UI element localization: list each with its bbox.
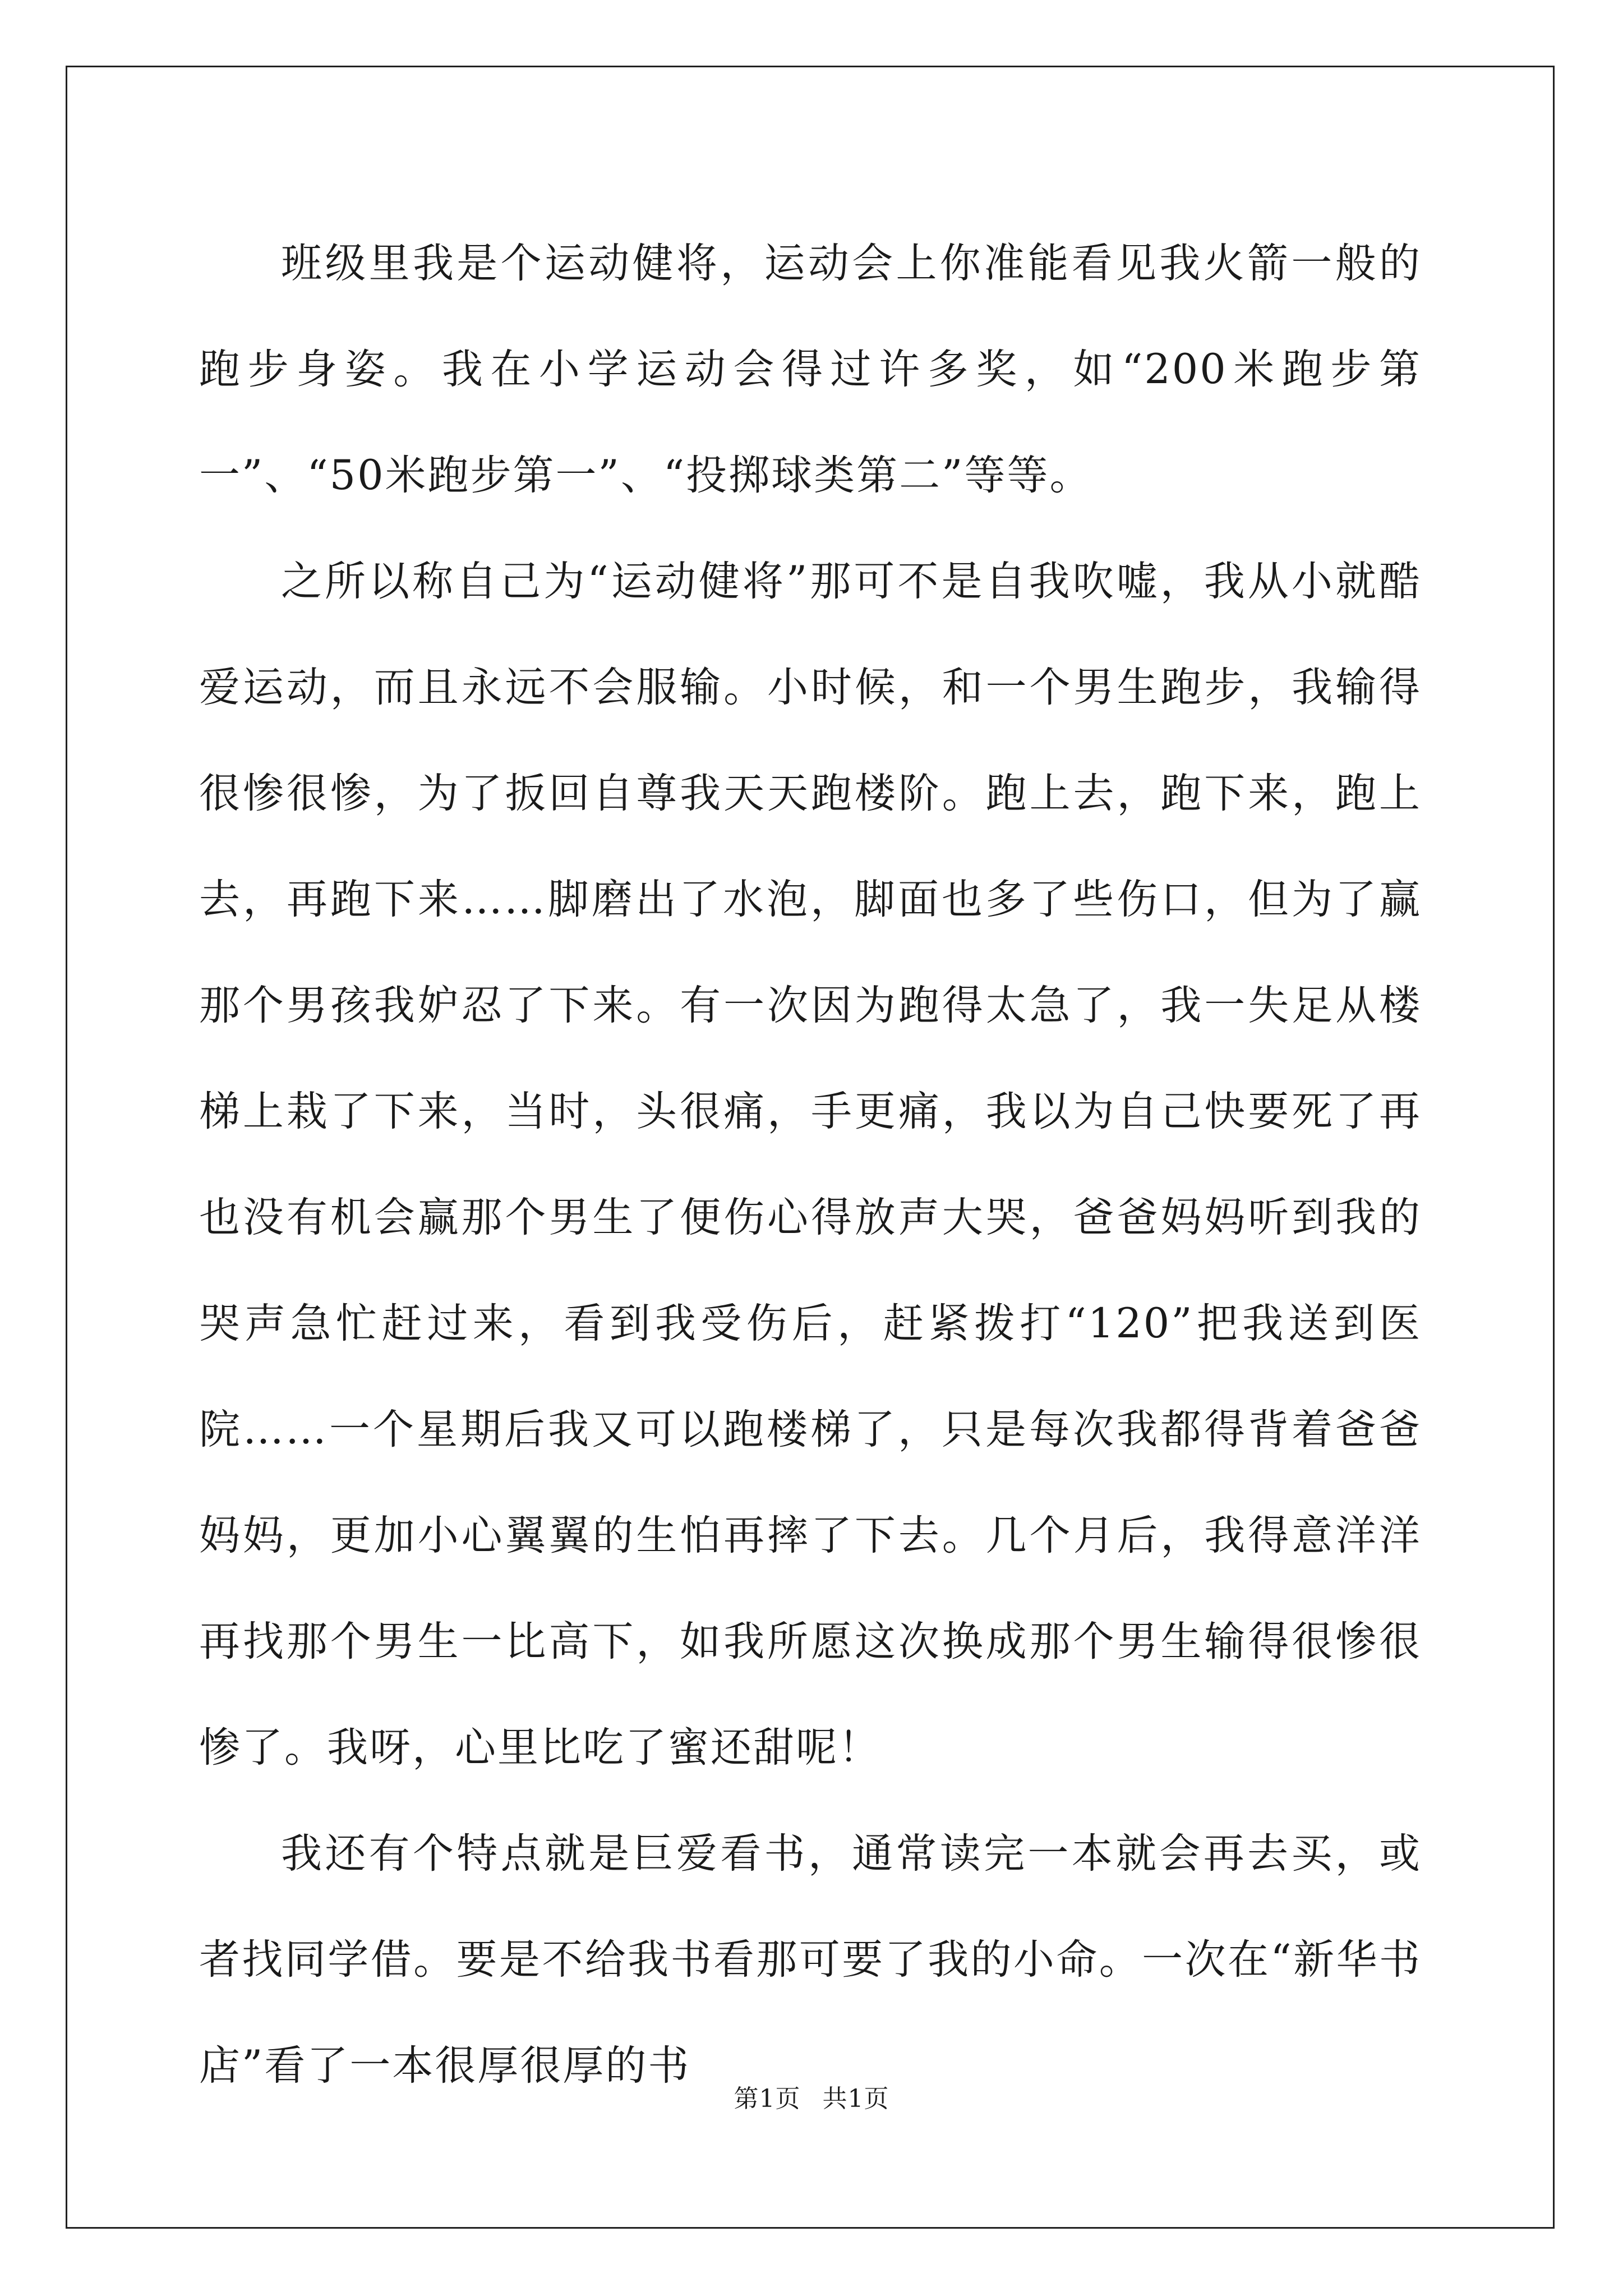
page-footer <box>0 2082 1623 2116</box>
paragraph: 我还有个特点就是巨爱看书，通常读完一本就会再去买，或者找同学借。要是不给我书看那可要了我的小命。一次在“新华书店”看了一本很厚很厚的书 <box>199 1830 1422 2090</box>
page-number-total: 共1页 <box>822 2085 889 2113</box>
document-body <box>199 210 1422 2119</box>
paragraph: 班级里我是个运动健将，运动会上你准能看见我火箭一般的跑步身姿。我在小学运动会得过许多奖，如“200米跑步第一”、“50米跑步第一”、“投掷球类第二”等等。 <box>199 240 1422 499</box>
page-number-current: 第1页 <box>734 2085 801 2113</box>
paragraph: 之所以称自己为“运动健将”那可不是自我吹嘘，我从小就酷爱运动，而且永远不会服输。小时候，和一个男生跑步，我输得很惨很惨，为了扳回自尊我天天跑楼阶。跑上去，跑下来，跑上去，再跑下来……脚磨出了水泡，脚面也多了些伤口，但为了赢那个男孩我妒忍了下来。有一次因为跑得太急了，我一失足从楼梯上栽了下来，当时，头很痛，手更痛，我以为自己快要死了再也没有机会赢那个男生了便伤心得放声大哭，爸爸妈妈听到我的哭声急忙赶过来，看到我受伤后，赶紧拨打“120”把我送到医院……一个星期后我又可以跑楼梯了，只是每次我都得背着爸爸妈妈，更加小心翼翼的生怕再摔了下去。几个月后，我得意洋洋再找那个男生一比高下，如我所愿这次换成那个男生输得很惨很惨了。我呀，心里比吃了蜜还甜呢！ <box>199 558 1422 1772</box>
